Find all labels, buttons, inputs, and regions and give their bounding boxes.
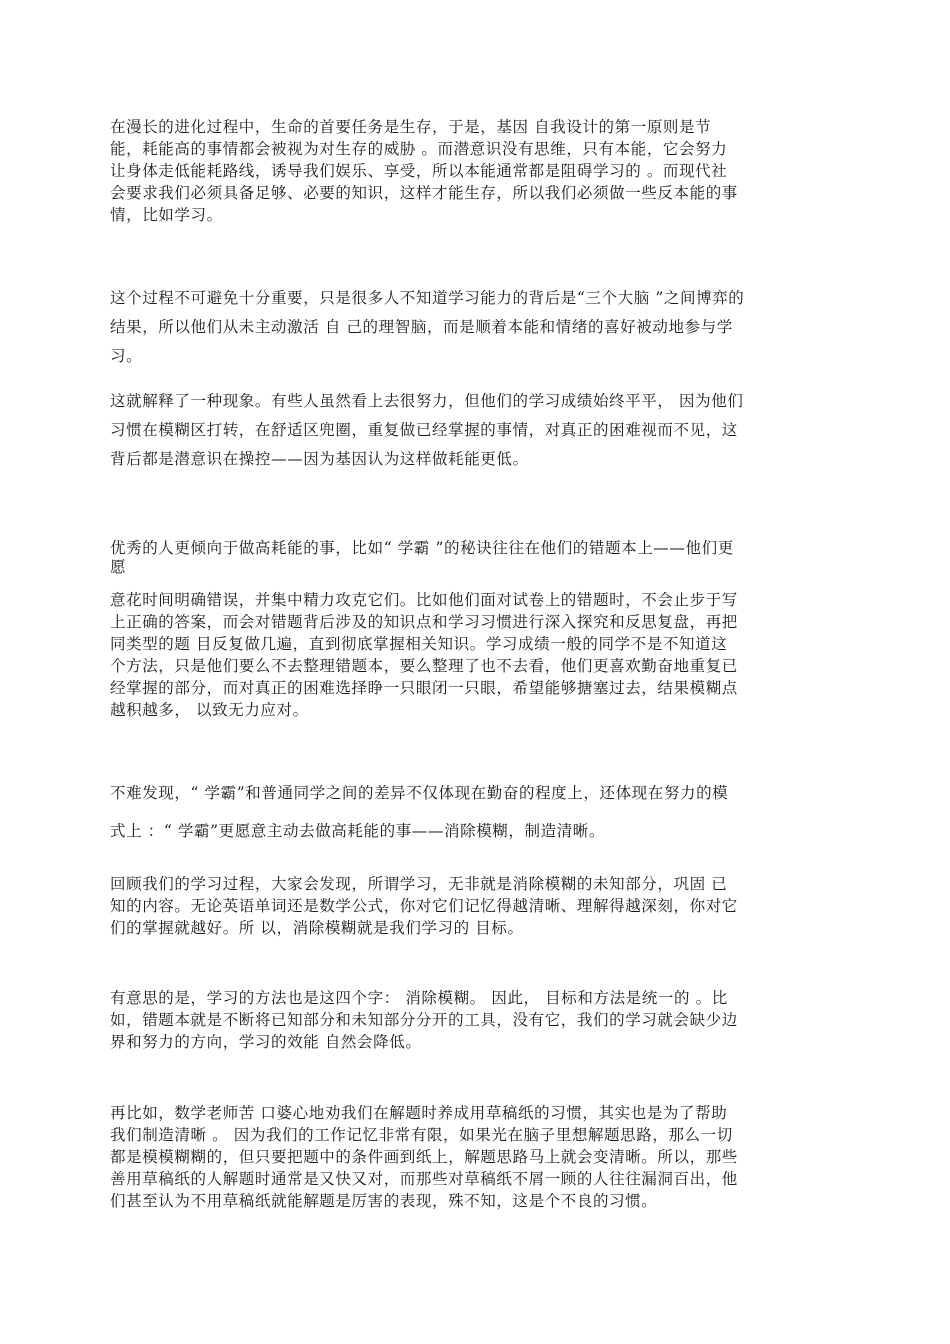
paragraph-line: 回顾我们的学习过程，大家会发现，所谓学习，无非就是消除模糊的未知部分，巩固 已: [110, 875, 728, 893]
paragraph-line: 能，耗能高的事情都会被视为对生存的威胁 。而潜意识没有思维，只有本能，它会努力: [110, 140, 728, 158]
paragraph-8: [110, 873, 845, 939]
paragraph-1: [110, 116, 845, 226]
paragraph-line: 让身体走低能耗路线，诱导我们娱乐、享受，所以本能通常都是阻碍学习的 。而现代社: [110, 162, 728, 180]
paragraph-line: 式上 ：“ 学霸”更愿意主动去做高耗能的事——消除模糊，制造清晰。: [110, 822, 606, 840]
paragraph-line: 习惯在模糊区打转，在舒适区兜圈，重复做已经掌握的事情，对真正的困难视而不见，这: [110, 421, 738, 439]
paragraph-line: 再比如，数学老师苦 口婆心地劝我们在解题时养成用草稿纸的习惯，其实也是为了帮助: [110, 1104, 728, 1122]
paragraph-line: 上正确的答案，而会对错题背后涉及的知识点和学习习惯进行深入探究和反思复盘，再把: [110, 613, 738, 631]
paragraph-9: [110, 987, 845, 1053]
paragraph-line: 如，错题本就是不断将已知部分和未知部分分开的工具，没有它，我们的学习就会缺少边: [110, 1011, 738, 1029]
paragraph-3: [110, 387, 845, 474]
paragraph-line: 们的掌握就越好。所 以，消除模糊就是我们学习的 目标。: [110, 919, 524, 937]
paragraph-line: 界和努力的方向，学习的效能 自然会降低。: [110, 1033, 422, 1051]
paragraph-line: 有意思的是，学习的方法也是这四个字： 消除模糊。 因此， 目标和方法是统一的 。比: [110, 989, 728, 1007]
paragraph-line: 情，比如学习。: [110, 206, 223, 224]
paragraph-line: 不难发现，“ 学霸”和普通同学之间的差异不仅体现在勤奋的程度上，还体现在努力的模: [110, 784, 729, 802]
paragraph-line: 愿: [110, 558, 127, 576]
paragraph-line: 会要求我们必须具备足够、必要的知识，这样才能生存，所以我们必须做一些反本能的事: [110, 184, 738, 202]
paragraph-line: 在漫长的进化过程中，生命的首要任务是生存，于是，基因 自我设计的第一原则是节: [110, 118, 712, 136]
paragraph-5: [110, 589, 845, 721]
paragraph-line: 善用草稿纸的人解题时通常是又快又对，而那些对草稿纸不屑一顾的人往往漏洞百出，他: [110, 1170, 738, 1188]
paragraph-line: 都是模模糊糊的，但只要把题中的条件画到纸上，解题思路马上就会变清晰。所以，那些: [110, 1148, 738, 1166]
paragraph-2: [110, 284, 845, 371]
paragraph-line: 这个过程不可避免十分重要，只是很多人不知道学习能力的背后是“三个大脑 ”之间博弈的: [110, 289, 745, 307]
paragraph-line: 经掌握的部分，而对真正的困难选择睁一只眼闭一只眼，希望能够搪塞过去，结果模糊点: [110, 679, 738, 697]
paragraph-line: 们甚至认为不用草稿纸就能解题是厉害的表现，殊不知，这是个不良的习惯。: [110, 1192, 658, 1210]
paragraph-line: 知的内容。无论英语单词还是数学公式，你对它们记忆得越清晰、理解得越深刻，你对它: [110, 897, 738, 915]
paragraph-10: [110, 1102, 845, 1212]
paragraph-7: [110, 820, 845, 842]
paragraph-line: 结果，所以他们从未主动激活 自 己的理智脑，而是顺着本能和情绪的喜好被动地参与学: [110, 318, 733, 336]
paragraph-4: [110, 539, 845, 577]
paragraph-line: 我们制造清晰 。 因为我们的工作记忆非常有限，如果光在脑子里想解题思路，那么一切: [110, 1126, 733, 1144]
paragraph-line: 意花时间明确错误，并集中精力攻克它们。比如他们面对试卷上的错题时，不会止步于写: [110, 591, 738, 609]
paragraph-6: [110, 782, 845, 804]
paragraph-line: 越积越多， 以致无力应对。: [110, 701, 309, 719]
paragraph-line: 优秀的人更倾向于做高耗能的事，比如“ 学霸 ”的秘诀往往在他们的错题本上——他们更: [110, 539, 734, 557]
paragraph-line: 这就解释了一种现象。有些人虽然看上去很努力，但他们的学习成绩始终平平， 因为他们: [110, 392, 744, 410]
paragraph-line: 同类型的题 目反复做几遍，直到彻底掌握相关知识。学习成绩一般的同学不是不知道这: [110, 635, 728, 653]
paragraph-line: 习。: [110, 347, 143, 365]
paragraph-line: 背后都是潜意识在操控——因为基因认为这样做耗能更低。: [110, 450, 529, 468]
paragraph-line: 个方法，只是他们要么不去整理错题本，要么整理了也不去看，他们更喜欢勤奋地重复已: [110, 657, 738, 675]
